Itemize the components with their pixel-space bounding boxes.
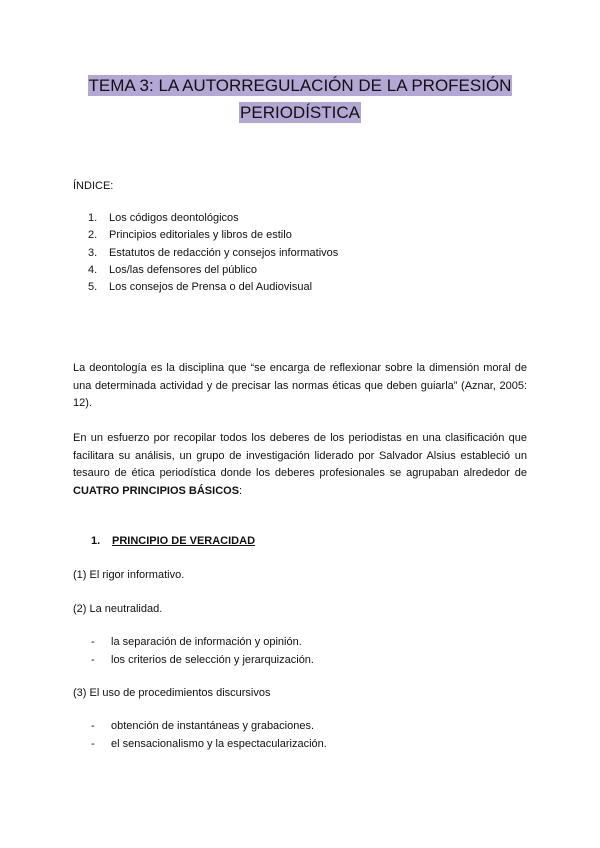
list-item: - la separación de información y opinión.: [91, 636, 302, 648]
toc-item: 2. Principios editoriales y libros de estilo: [88, 229, 292, 242]
page-title: [0, 72, 600, 126]
paragraph-principles: En un esfuerzo por recopilar todos los deberes de los periodistas en una clasificación que facilitara su análisis, un grupo de investigación liderado por Salvador Alsius estableció un tesauro de ética periodística donde los deberes profesionales se agrupaban alrededor de CUATRO PRINCIPIOS BÁSICOS:: [73, 432, 527, 497]
section-heading: 1. PRINCIPIO DE VERACIDAD: [91, 535, 256, 547]
toc-item: 5. Los consejos de Prensa o del Audiovisual: [88, 281, 313, 294]
title-line-2: PERIODÍSTICA: [240, 103, 360, 122]
list-item: - los criterios de selección y jerarquización.: [91, 653, 314, 666]
list-item: - el sensacionalismo y la espectacularización.: [91, 737, 327, 750]
procedures-sublist: [91, 718, 327, 753]
bold-principles: CUATRO PRINCIPIOS BÁSICOS: [73, 484, 240, 497]
table-of-contents: [88, 210, 338, 296]
toc-item: 3. Estatutos de redacción y consejos informativos: [88, 246, 339, 259]
paragraph-deontology: La deontología es la disciplina que “se encarga de reflexionar sobre la dimensión moral de una determinada actividad y de precisar las normas éticas que deben guiarla” (Aznar, 2005: 12).: [73, 362, 527, 409]
toc-item: 1. Los códigos deontológicos: [88, 212, 239, 224]
index-label: ÍNDICE:: [73, 180, 114, 192]
neutrality-sublist: [91, 634, 314, 669]
title-line-1: TEMA 3: LA AUTORREGULACIÓN DE LA PROFESIÓN: [88, 76, 512, 95]
toc-item: 4. Los/las defensores del público: [88, 263, 257, 276]
item-neutrality: (2) La neutralidad.: [73, 603, 163, 615]
item-procedures: (3) El uso de procedimientos discursivos: [73, 687, 271, 699]
list-item: - obtención de instantáneas y grabaciones.: [91, 720, 315, 732]
item-rigor: (1) El rigor informativo.: [73, 569, 185, 581]
